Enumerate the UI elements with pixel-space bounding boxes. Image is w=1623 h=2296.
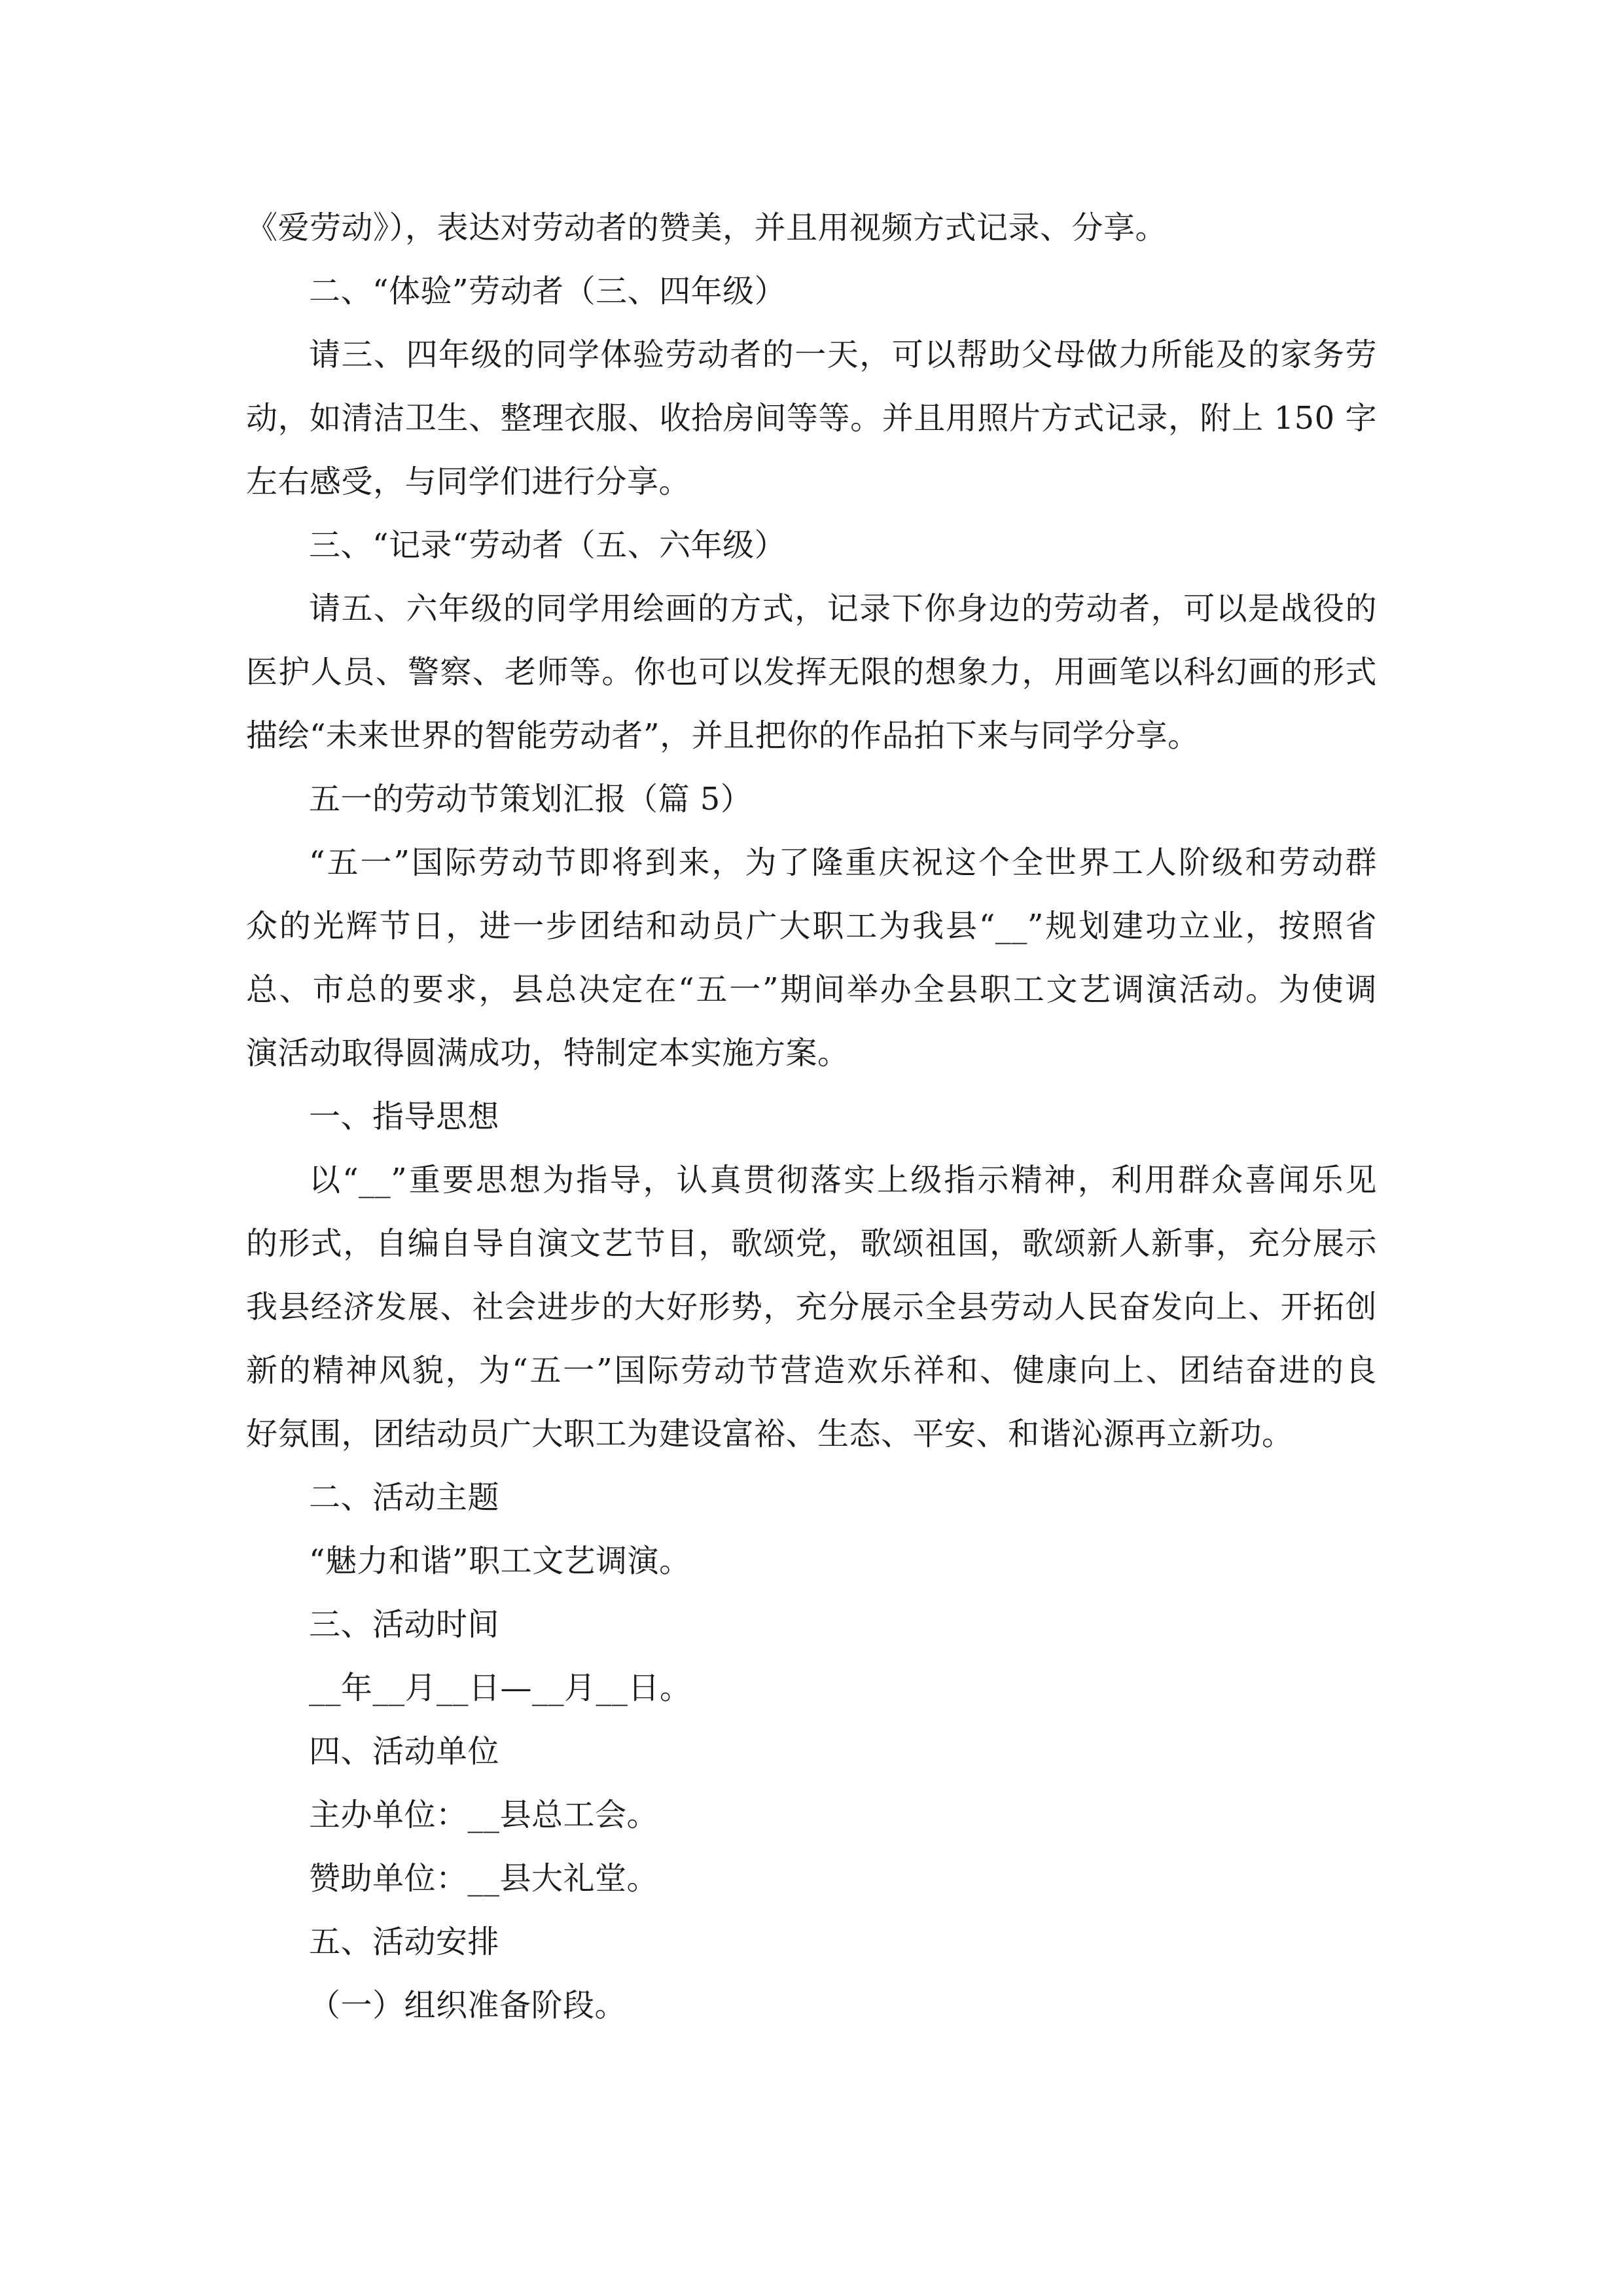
text-line: 我县经济发展、社会进步的大好形势，充分展示全县劳动人民奋发向上、开拓创 [246,1289,1377,1325]
text-line: 总、市总的要求，县总决定在“五一”期间举办全县职工文艺调演活动。为使调 [246,971,1377,1008]
section-heading: 三、“记录“劳动者（五、六年级） [309,527,787,564]
article-title: 五一的劳动节策划汇报（篇 5） [309,781,753,817]
text-line: 好氛围，团结动员广大职工为建设富裕、生态、平安、和谐沁源再立新功。 [246,1416,1294,1452]
text-line: “魅力和谐”职工文艺调演。 [309,1543,691,1579]
text-line: 请三、四年级的同学体验劳动者的一天，可以帮助父母做力所能及的家务劳 [309,336,1377,373]
text-line: 新的精神风貌，为“五一”国际劳动节营造欢乐祥和、健康向上、团结奋进的良 [246,1352,1377,1389]
section-heading: 二、“体验”劳动者（三、四年级） [309,273,787,310]
text-line: 演活动取得圆满成功，特制定本实施方案。 [246,1035,849,1071]
text-line: 动，如清洁卫生、整理衣服、收拾房间等等。并且用照片方式记录，附上 150 字 [246,400,1377,437]
text-line: 以“__”重要思想为指导，认真贯彻落实上级指示精神，利用群众喜闻乐见 [309,1162,1377,1198]
document-body [246,196,1377,2037]
text-line: 描绘“未来世界的智能劳动者”，并且把你的作品拍下来与同学分享。 [246,717,1200,754]
text-line: “五一”国际劳动节即将到来，为了隆重庆祝这个全世界工人阶级和劳动群 [309,844,1377,881]
section-heading: 二、活动主题 [309,1479,500,1516]
text-line: __年__月__日—__月__日。 [309,1670,692,1706]
text-line: 《爱劳动》），表达对劳动者的赞美，并且用视频方式记录、分享。 [246,209,1168,246]
text-line: 众的光辉节日，进一步团结和动员广大职工为我县“__”规划建功立业，按照省 [246,908,1377,944]
text-line: 左右感受，与同学们进行分享。 [246,463,691,500]
section-heading: 三、活动时间 [309,1606,500,1643]
text-line: 赞助单位：__县大礼堂。 [309,1860,659,1897]
section-heading: 四、活动单位 [309,1733,500,1770]
text-line: 医护人员、警察、老师等。你也可以发挥无限的想象力，用画笔以科幻画的形式 [246,654,1377,691]
section-heading: 一、指导思想 [309,1098,500,1135]
sub-heading: （一）组织准备阶段。 [309,1987,627,2024]
text-line: 的形式，自编自导自演文艺节目，歌颂党，歌颂祖国，歌颂新人新事，充分展示 [246,1225,1377,1262]
text-line: 主办单位：__县总工会。 [309,1797,659,1833]
section-heading: 五、活动安排 [309,1924,500,1960]
text-line: 请五、六年级的同学用绘画的方式，记录下你身边的劳动者，可以是战役的 [309,590,1377,627]
